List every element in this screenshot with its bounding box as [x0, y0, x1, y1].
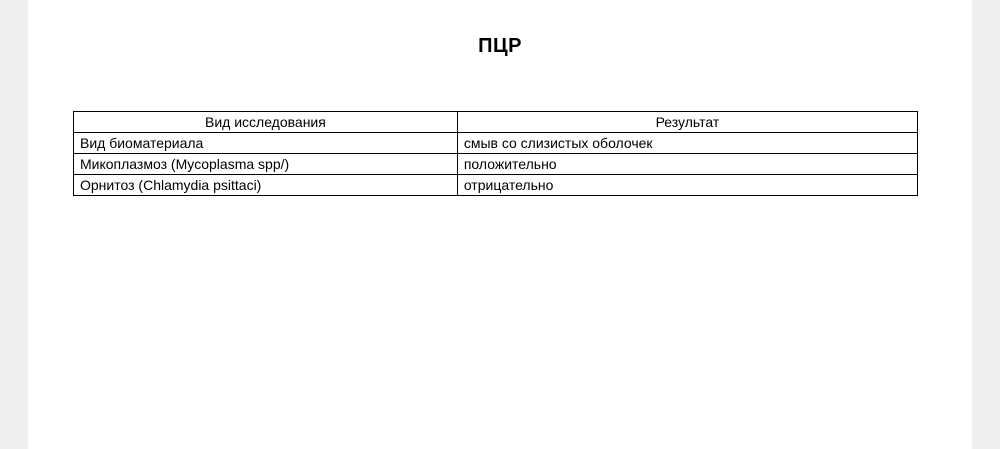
result-cell: смыв со слизистых оболочек	[457, 133, 917, 154]
document-title: ПЦР	[478, 35, 522, 57]
result-cell: отрицательно	[457, 175, 917, 196]
table-row	[74, 133, 918, 154]
column-header-test-type: Вид исследования	[74, 112, 458, 133]
table-row	[74, 154, 918, 175]
test-name-cell: Орнитоз (Chlamydia psittaci)	[74, 175, 458, 196]
column-header-result: Результат	[457, 112, 917, 133]
result-cell: положительно	[457, 154, 917, 175]
test-name-cell: Вид биоматериала	[74, 133, 458, 154]
table-row	[74, 175, 918, 196]
table-header-row	[74, 112, 918, 133]
results-table	[73, 111, 918, 196]
test-name-cell: Микоплазмоз (Mycoplasma spp/)	[74, 154, 458, 175]
document-page	[28, 0, 972, 449]
